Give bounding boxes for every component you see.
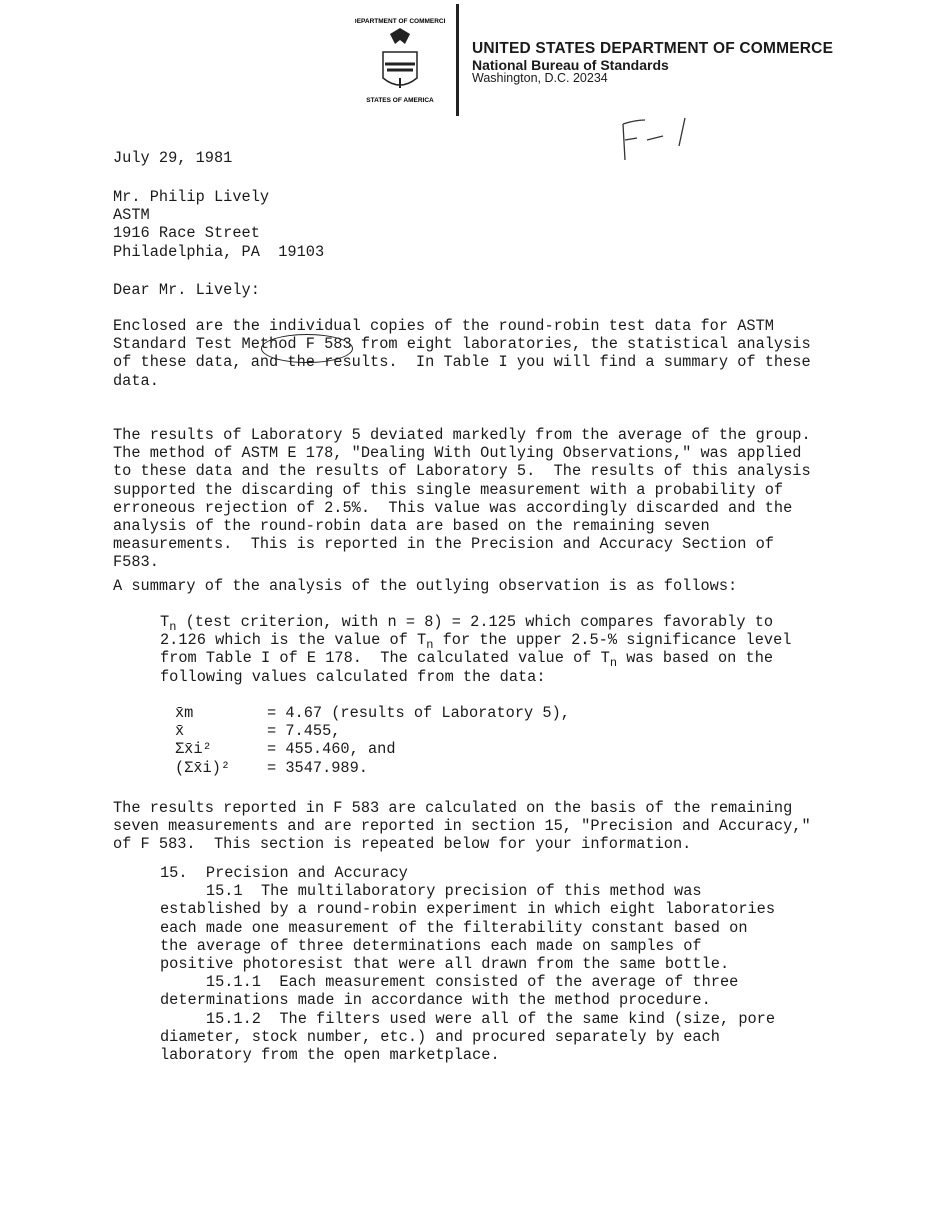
paragraph-2 xyxy=(113,426,811,572)
text-line: 15.1.2 The filters used were all of the same kind (size, pore xyxy=(160,1009,776,1028)
address-line: 1916 Race Street xyxy=(113,224,260,243)
text-line: seven measurements and are reported in section 15, "Precision and Accuracy," xyxy=(113,817,811,836)
text-line xyxy=(160,649,791,671)
text-segment: 2.126 which is the value of T xyxy=(160,631,427,650)
formula-value: = 4.67 (results of Laboratory 5), xyxy=(267,704,570,722)
text-line: 15.1 The multilaboratory precision of this method was xyxy=(160,882,702,901)
text-line: laboratory from the open marketplace. xyxy=(160,1045,500,1064)
text-line: The method of ASTM E 178, "Dealing With Outlying Observations," was applied xyxy=(113,444,802,463)
handwritten-note xyxy=(615,110,715,175)
text-line: The results reported in F 583 are calculated on the basis of the remaining xyxy=(113,799,793,817)
text-line: positive photoresist that were all drawn from the same bottle. xyxy=(160,954,730,973)
text-line: to these data and the results of Laboratory 5. The results of this analysis xyxy=(113,462,811,481)
subscript: n xyxy=(169,620,177,634)
text-line: supported the discarding of this single measurement with a probability of xyxy=(113,480,784,499)
text-line: 15. Precision and Accuracy xyxy=(160,864,408,882)
recipient-address xyxy=(113,188,324,261)
formula-value: = 3547.989. xyxy=(267,758,368,777)
address-line: Philadelphia, PA 19103 xyxy=(113,242,325,261)
text-segment: following values calculated from the data: xyxy=(160,667,546,686)
subscript: n xyxy=(609,656,618,671)
text-line: The results of Laboratory 5 deviated markedly from the average of the group. xyxy=(113,426,811,444)
text-line: of F 583. This section is repeated below for your information. xyxy=(113,835,692,854)
text-segment: from Table I of E 178. The calculated value of T xyxy=(160,649,610,668)
summary-intro: A summary of the analysis of the outlying observation is as follows: xyxy=(113,577,738,595)
subscript: n xyxy=(426,638,434,653)
text-line: erroneous rejection of 2.5%. This value was accordingly discarded and the xyxy=(113,498,793,517)
bureau-address: Washington, D.C. 20234 xyxy=(472,71,608,85)
text-line: F583. xyxy=(113,553,159,572)
letterhead-divider xyxy=(456,4,459,116)
text-line: determinations made in accordance with the method procedure. xyxy=(160,991,711,1010)
formula-symbol: (Σx̄i)² xyxy=(175,758,231,777)
text-line xyxy=(160,668,791,686)
formula-symbol: x̄m xyxy=(175,704,194,722)
text-line: data. xyxy=(113,371,159,390)
text-line: analysis of the round-robin data are based on the remaining seven xyxy=(113,516,710,535)
svg-text:DEPARTMENT OF COMMERCE: DEPARTMENT OF COMMERCE xyxy=(355,18,445,25)
salutation: Dear Mr. Lively: xyxy=(113,281,260,299)
letterhead xyxy=(472,40,833,85)
text-line: of these data, and the results. In Table I you will find a summary of these xyxy=(113,353,811,372)
address-line: ASTM xyxy=(113,206,150,225)
text-line xyxy=(160,613,791,634)
text-segment: (test criterion, with n = 8) = 2.125 which compares favorably to xyxy=(176,613,774,631)
text-segment: T xyxy=(160,613,170,631)
text-line xyxy=(160,631,792,653)
text-line: established by a round-robin experiment in which eight laboratories xyxy=(160,900,776,919)
formula-symbol: x̄ xyxy=(175,722,185,741)
paragraph-3 xyxy=(113,799,811,854)
formula-symbol: Σx̄i² xyxy=(175,740,212,759)
department-name: UNITED STATES DEPARTMENT OF COMMERCE xyxy=(472,40,834,57)
department-seal xyxy=(355,14,445,104)
text-line: Enclosed are the individual copies of the round-robin test data for ASTM xyxy=(113,317,774,335)
paragraph-1 xyxy=(113,317,811,390)
formula-value: = 455.460, and xyxy=(267,740,396,759)
text-line: diameter, stock number, etc.) and procured separately by each xyxy=(160,1027,720,1046)
text-segment: for the upper 2.5-% significance level xyxy=(433,631,792,650)
text-line: the average of three determinations each made on samples of xyxy=(160,936,702,955)
text-line: Standard Test Method F 583 from eight laboratories, the statistical analysis xyxy=(113,335,811,354)
bureau-name: National Bureau of Standards xyxy=(472,57,669,73)
text-segment: was based on the xyxy=(617,649,774,668)
letter-date: July 29, 1981 xyxy=(113,149,233,167)
text-line: 15.1.1 Each measurement consisted of the average of three xyxy=(160,973,739,992)
address-line: Mr. Philip Lively xyxy=(113,188,270,206)
svg-text:STATES OF AMERICA: STATES OF AMERICA xyxy=(366,97,434,104)
formula-block xyxy=(175,704,675,784)
criterion-block xyxy=(160,613,791,686)
text-line: measurements. This is reported in the Precision and Accuracy Section of xyxy=(113,535,774,554)
handwritten-circle-annotation xyxy=(261,334,353,363)
text-line: each made one measurement of the filterability constant based on xyxy=(160,918,748,937)
section-15 xyxy=(160,864,775,1064)
formula-value: = 7.455, xyxy=(267,722,341,741)
